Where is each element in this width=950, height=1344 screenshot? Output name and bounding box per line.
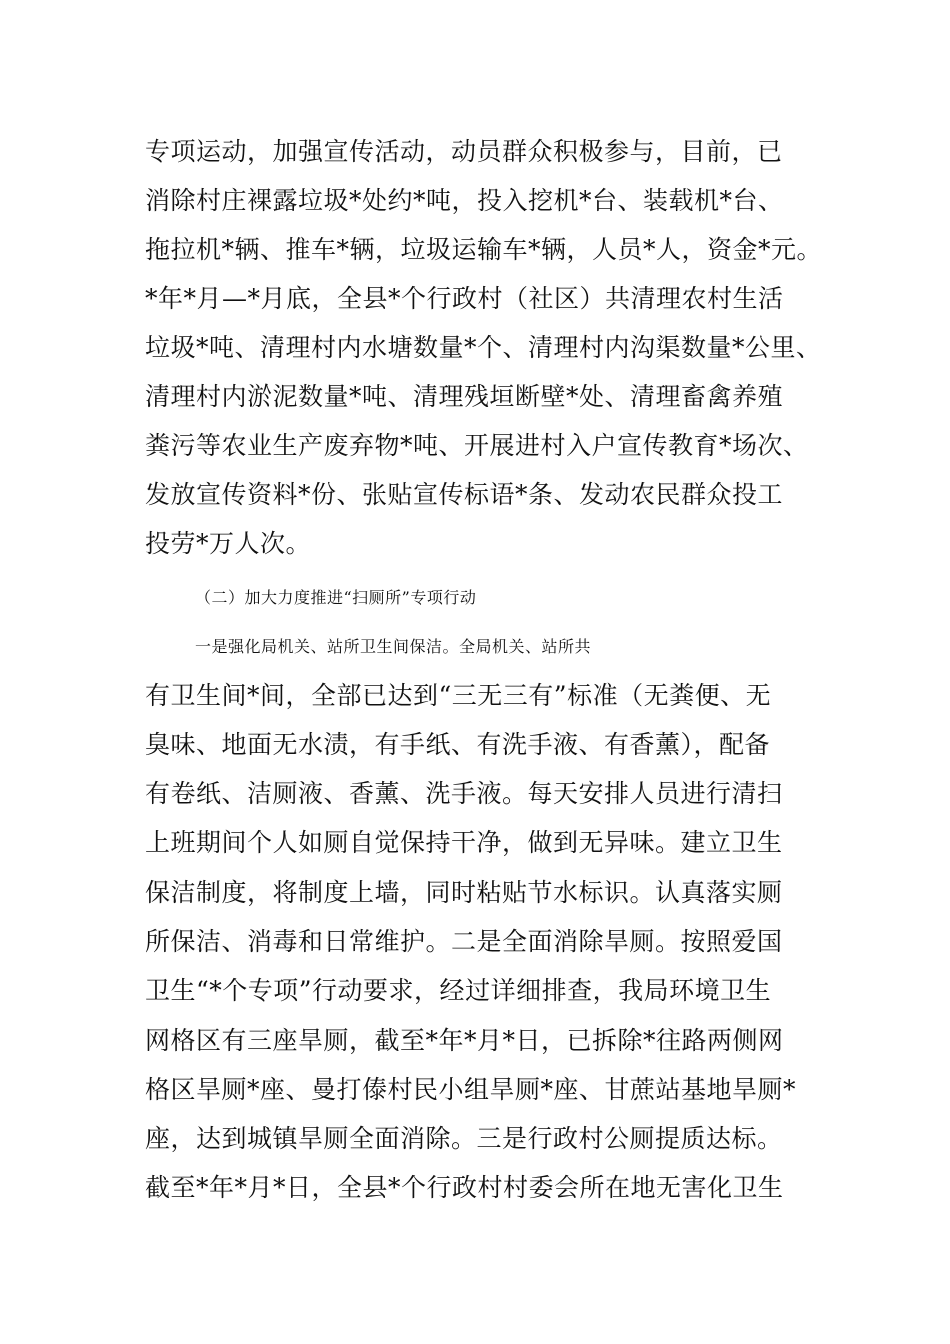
- text-line: 臭味、地面无水渍，有手纸、有洗手液、有香薰），配备: [145, 730, 771, 759]
- text-line: 专项运动，加强宣传活动，动员群众积极参与，目前，已: [145, 137, 783, 166]
- text-line: 消除村庄裸露垃圾*处约*吨，投入挖机*台、装载机*台、: [145, 186, 784, 215]
- text-line: 粪污等农业生产废弃物*吨、开展进村入户宣传教育*场次、: [145, 431, 809, 460]
- text-line: 格区旱厕*座、曼打傣村民小组旱厕*座、甘蔗站基地旱厕*: [145, 1075, 797, 1104]
- text-line: 有卫生间*间，全部已达到“三无三有”标准（无粪便、无: [145, 681, 772, 710]
- text-line: 拖拉机*辆、推车*辆，垃圾运输车*辆，人员*人，资金*元。: [145, 235, 823, 264]
- text-line: 保洁制度，将制度上墙，同时粘贴节水标识。认真落实厕: [145, 878, 783, 907]
- text-line: 所保洁、消毒和日常维护。二是全面消除旱厕。按照爱国: [145, 927, 783, 956]
- text-line: 有卷纸、洁厕液、香薰、洗手液。每天安排人员进行清扫: [145, 779, 783, 808]
- text-line: 卫生“*个专项”行动要求，经过详细排查，我局环境卫生: [145, 976, 772, 1005]
- text-line: 截至*年*月*日，全县*个行政村村委会所在地无害化卫生: [145, 1173, 784, 1202]
- text-line: 投劳*万人次。: [145, 529, 312, 558]
- text-line: 上班期间个人如厕自觉保持干净，做到无异味。建立卫生: [145, 828, 783, 857]
- text-line: *年*月—*月底，全县*个行政村（社区）共清理农村生活: [145, 284, 784, 313]
- section-heading: （二）加大力度推进“扫厕所”专项行动: [195, 588, 477, 607]
- text-line: 垃圾*吨、清理村内水塘数量*个、清理村内沟渠数量*公里、: [145, 333, 822, 362]
- text-line: 座，达到城镇旱厕全面消除。三是行政村公厕提质达标。: [145, 1124, 783, 1153]
- paragraph-first-line: 一是强化局机关、站所卫生间保洁。全局机关、站所共: [195, 637, 592, 656]
- text-line: 网格区有三座旱厕，截至*年*月*日，已拆除*往路两侧网: [145, 1026, 784, 1055]
- text-line: 清理村内淤泥数量*吨、清理残垣断壁*处、清理畜禽养殖: [145, 382, 784, 411]
- text-line: 发放宣传资料*份、张贴宣传标语*条、发动农民群众投工: [145, 480, 784, 509]
